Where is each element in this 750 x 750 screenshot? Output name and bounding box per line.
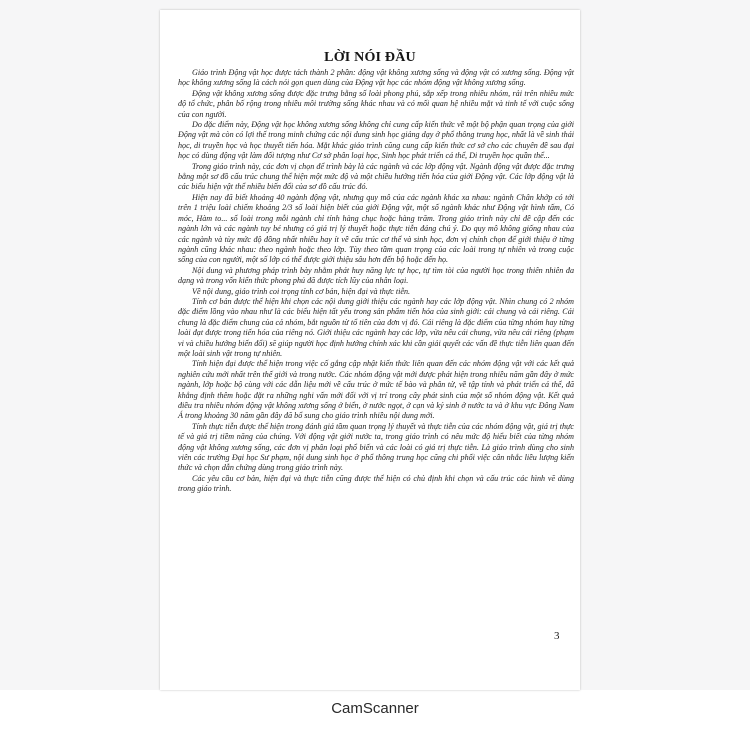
paragraph: Tính thực tiễn được thể hiện trong đánh giá tầm quan trọng lý thuyết và thực tiễn của các nhóm động vật, giá trị thực tế và giá trị tiềm năng của chúng. Với động vật giới nước ta, trong giáo trình có nêu mức độ hiểu biết của từng nhóm động vật không xương sống, các đơn vị phân loại phổ biến và các loài có giá trị thực tiễn. Là giáo trình dùng cho sinh viên các trường Đại học Sư phạm, nội dung sinh học ở phổ thông trung học cũng chi phối việc cân nhắc liều lượng kiến thức và chọn dẫn chứng dùng trong giáo trình này. [178,421,574,473]
scanner-footer-band [0,690,750,750]
paragraph: Động vật không xương sống được đặc trưng bằng số loài phong phú, sắp xếp trong nhiều nhóm, rải trên nhiều mức độ tổ chức, phân bố rộng trong nhiều môi trường sống khác nhau và có mối quan hệ nhiều mặt và tinh tế với cuộc sống của con người. [178,88,574,119]
paragraph: Trong giáo trình này, các đơn vị chọn để trình bày là các ngành và các lớp động vật. Ngành động vật được đặc trưng bằng một sơ đồ cấu trúc chung thể hiện một mức độ và một chiều hướng tiến hóa của giới Động vật. Các lớp động vật là các biểu hiện vật thể nhiều biến đổi của sơ đồ cấu trúc đó. [178,161,574,192]
camscanner-watermark: CamScanner [331,700,419,717]
paragraph: Tính cơ bản được thể hiện khi chọn các nội dung giới thiệu các ngành hay các lớp động vật. Nhìn chung có 2 nhóm đặc điểm lồng vào nhau như là các biểu hiện tất yếu trong sản phẩm tiến hóa của sinh giới: cái chung và cái riêng. Cái chung là đặc điểm chung của cả nhóm, bắt nguồn từ tổ tiên của đơn vị đó. Cái riêng là đặc điểm của từng nhóm hay từng loài đạt được trong tiến hóa của riêng nó. Giới thiệu các ngành hay các lớp, vừa nêu cái chung, vừa nêu cái riêng (phạm vi và chiều hướng biến đổi) sẽ giúp người học định hướng chính xác khi cần giải quyết các vấn đề thực tiễn liên quan đến một loài sinh vật trong tự nhiên. [178,296,574,358]
page-title: LỜI NÓI ĐẦU [324,50,416,65]
paragraph: Do đặc điểm này, Động vật học không xương sống không chỉ cung cấp kiến thức về một bộ phận quan trọng của giới Động vật mà còn có lợi thế trong minh chứng các nội dung sinh học giảng dạy ở phổ thông trung học, nhất là về sinh thái học, di truyền học và học thuyết tiến hóa. Mặt khác giáo trình cũng cung cấp kiến thức cơ sở cho các chuyên đề sau đại học có dùng động vật làm đối tượng như Cơ sở phân loại học, Sinh học phát triển cá thể, Di truyền học quần thể... [178,120,574,161]
page-number: 3 [554,630,560,642]
document-page [160,10,580,690]
paragraph: Các yêu cầu cơ bản, hiện đại và thực tiễn cũng được thể hiện có chủ định khi chọn và cấu trúc các hình vẽ dùng trong giáo trình. [178,473,574,494]
paragraph: Giáo trình Động vật học được tách thành 2 phần: động vật không xương sống và động vật có xương sống. Động vật học không xương sống là cách nói gọn quen dùng của Động vật học các nhóm động vật không xương sống. [178,68,574,88]
paragraph: Hiện nay đã biết khoảng 40 ngành động vật, nhưng quy mô của các ngành khác xa nhau: ngành Chân khớp có tới trên 1 triệu loài chiếm khoảng 2/3 số loài hiện biết của giới Động vật, một số ngành khác như Động vật hình tấm, Có móc, Hàm to... số loài trong mỗi ngành chỉ tính hàng chục hoặc hàng trăm. Trong giáo trình này chỉ đề cập đến các ngành lớn và các ngành tuy bé nhưng có giá trị lý thuyết hoặc thực tiễn đáng chú ý. Do quy mô không giống nhau của các ngành và tùy mức độ đồng nhất nhiều hay ít về cấu trúc cơ thể và sinh học, đơn vị chính chọn để giới thiệu ở từng ngành cũng khác nhau: theo ngành hoặc theo lớp. Tùy theo tầm quan trọng của các loài trong tự nhiên và trong cuộc sống của con người, một số lớp có thể được giới thiệu sâu hơn đến bộ hoặc đến họ. [178,192,574,265]
paragraph: Tính hiện đại được thể hiện trong việc cố gắng cập nhật kiến thức liên quan đến các nhóm động vật với các kết quả nghiên cứu mới nhất trên thế giới và trong nước. Các nhóm động vật mới được phát hiện trong nhiều năm gần đây ở mức ngành, lớp hoặc bộ cùng với các dẫn liệu mới về cấu trúc ở mức tế bào và phân tử, về tập tính và phát triển cá thể, đã khẳng định thêm hoặc đặt ra những nghi vấn mới đối với vị trí trong cây phát sinh của một số nhóm động vật. Kết quả điều tra nhiều nhóm động vật không xương sống ở biển, ở nước ngọt, ở cạn và ký sinh ở nước ta và ở khu vực Đông Nam Á trong khoảng 30 năm gần đây đã bổ sung cho giáo trình nhiều nội dung mới. [178,359,574,421]
body-text [178,68,574,495]
paragraph: Nội dung và phương pháp trình bày nhằm phát huy năng lực tự học, tự tìm tòi của người học trong thiên nhiên đa dạng và trong vốn kiến thức phong phú đã được tích lũy của nhân loại. [178,265,574,286]
paragraph: Về nội dung, giáo trình coi trọng tính cơ bản, hiện đại và thực tiễn. [192,286,411,296]
